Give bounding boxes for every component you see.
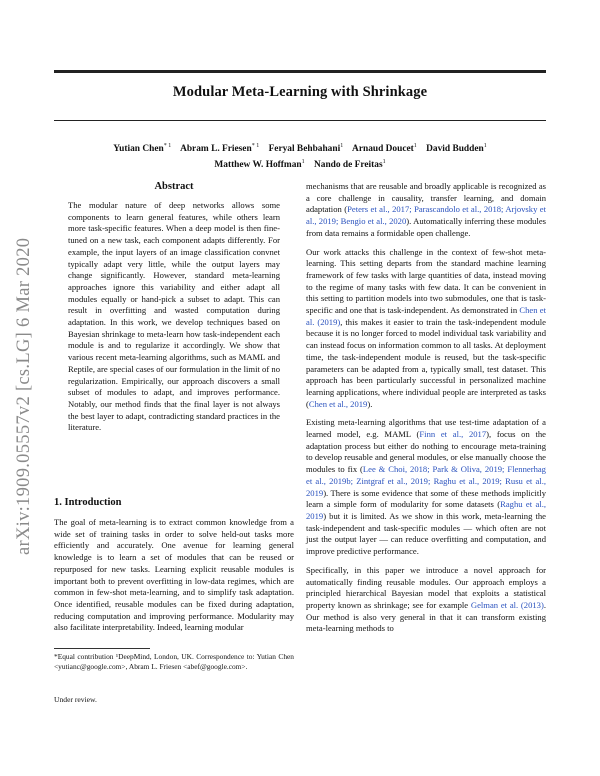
citation-link[interactable]: Peters et al., 2017; Parascandolo et al., 2018; Arjovsky et al., 2019; Bengio et al., 2020 [306,204,546,227]
citation-link[interactable]: Chen et al., 2019 [308,398,368,409]
right-column [306,181,546,642]
author: Yutian Chen$^{* 1}$ [113,143,172,155]
citation-link[interactable]: Raghu et al., 2019 [306,499,547,521]
title-bottom-rule [54,120,546,121]
author: Nando de Freitas$^1$ [314,159,386,171]
intro-paragraph-left: The goal of meta-learning is to extract common knowledge from a wide set of training tasks in order to solve held-out tasks more efficiently and accurately. One avenue for learning general knowledge is to learn a set of modules that can be reused or repurposed for new tasks. Learning explicit reusable modules is important both to prevent overfitting in low-data regimes, which are common in few-shot meta-learning, and to simplify task adaptation. Once identified, reusable modules can be fixed during adaptation, reducing computation and improving performance. Modularity may also facilitate interpretability. Indeed, learning modular [54,517,294,633]
author-block [60,140,540,172]
author: Feryal Behbahani$^1$ [268,143,344,155]
citation-link[interactable]: Gelman et al. (2013) [470,599,544,610]
author-line-2 [60,156,540,172]
paragraph: Specifically, in this paper we introduce a novel approach for automatically finding reusable modules. Our approach employs a principled hierarchical Bayesian model that exploits a statistical property known as shrinkage; see for example Gelman et al. (2013). Our method is also very general in that it can transform existing meta-learning methods to [306,564,546,634]
paragraph: Our work attacks this challenge in the context of few-shot meta-learning. This setting departs from the standard machine learning framework of few tasks with large quantities of data, instead moving to the regime of many tasks with few data. It can be convenient in this setting to partition models into two submodules, one that is task-specific and one that is task-independent. As demonstrated in Chen et al. (2019), this makes it easier to train the task-independent module because it is no longer forced to model individual task variability and can instead focus on information common to all tasks. At deployment time, the task-independent module is reused, but the task-specific parameters can be adapted from a, typically small, test dataset. This approach has been particularly successful in personalized machine learning applications, where individual people are interpreted as tasks (Chen et al., 2019). [306,246,546,409]
author: Abram L. Friesen$^{* 1}$ [180,143,260,155]
paper-title: Modular Meta-Learning with Shrinkage [172,84,428,100]
paragraph: mechanisms that are reusable and broadly applicable is recognized as a core challenge in causality, transfer learning, and domain adaptation (Peters et al., 2017; Parascandolo et al., 2018; Arjovsky et al., 2019; Bengio et al., 2020). Automatically inferring these modules from data remains a formidable open challenge. [306,181,547,238]
citation-link[interactable]: Lee & Choi, 2018; Park & Oliva, 2019; Flennerhag et al., 2019b; Zintgraf et al., 2019; Raghu et al., 2019; Rusu et al., 2019 [306,464,546,498]
paragraph: Existing meta-learning algorithms that use test-time adaptation of a learned model, e.g. MAML (Finn et al., 2017), focus on the adaptation process but either do nothing to encourage meta-training to develop reusable and general modules, or else manually choose the modules to fix (Lee & Choi, 2018; Park & Oliva, 2019; Flennerhag et al., 2019b; Zintgraf et al., 2019; Raghu et al., 2019; Rusu et al., 2019). There is some evidence that some of these methods implicitly learn a simple form of modularity for some datasets (Raghu et al., 2019) but it is limited. As we show in this work, meta-learning the task-independent and task-specific modules — which often are not just the output layer — can reduce overfitting and computation, and improve predictive performance. [306,417,547,557]
under-review-note: Under review. [54,695,97,704]
abstract-heading: Abstract [154,181,194,192]
author: David Budden$^1$ [426,143,487,155]
abstract-body: The modular nature of deep networks allows some components to learn general features, while others learn more task-specific features. When a deep model is then fine-tuned on a new task, each component adapts differently. For example, the input layers of an image classification convnet typically adapt very little, while the output layers may change significantly. However, standard meta-learning approaches ignore this variability and either adapt all modules equally or hand-pick a subset to adapt. This can result in overfitting and wasted computation during adaptation. In this work, we develop techniques based on Bayesian shrinkage to meta-learn how task-independent each module is and to regularize it accordingly. We show that various recent meta-learning algorithms, such as MAML and Reptile, are special cases of our formulation in the limit of no regularization. Empirically, our approach discovers a small subset of modules to adapt, and improves performance. Notably, our method finds that the final layer is not always the best layer to adapt, contradicting standard practices in the literature. [68,200,280,433]
citation-link[interactable]: Finn et al., 2017 [419,429,487,440]
author: Matthew W. Hoffman$^1$ [214,159,305,171]
citation-link[interactable]: Chen et al. (2019) [306,305,546,327]
section-heading-introduction: 1. Introduction [54,497,122,508]
arxiv-stamp-text: arXiv:1909.05557v2 [cs.LG] 6 Mar 2020 [14,237,34,555]
footnote-rule [54,648,150,649]
author-line-1 [60,140,540,156]
author: Arnaud Doucet$^1$ [352,143,417,155]
footnote: *Equal contribution ¹DeepMind, London, UK. Correspondence to: Yutian Chen <yutianc@google.com>, Abram L. Friesen <abef@google.com>. [54,652,294,671]
title-top-rule [54,70,546,73]
